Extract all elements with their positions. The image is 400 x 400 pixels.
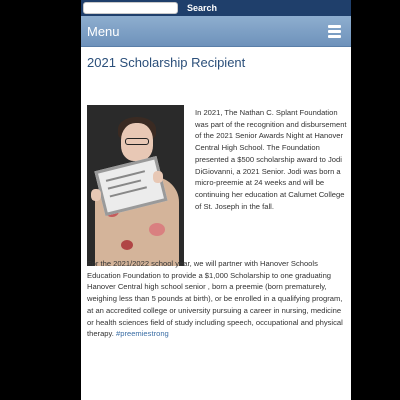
search-input[interactable] bbox=[83, 2, 178, 14]
preemiestrong-hashtag-link[interactable]: #preemiestrong bbox=[116, 329, 169, 339]
mobile-page bbox=[81, 0, 351, 400]
partnership-text: For the 2021/2022 school year, we will partner with Hanover Schools Education Foundation to provide a $1,000 Scholarship to one graduating Hanover Central high school senior , born a preemie (born prematurely, weighing less than 5 pounds at birth), or be enrolled in a qualifying program, at an accredited college or university pursuing a career in nursing, medicine or health sciences field of study including speech, occupational and physical therapy. bbox=[87, 259, 343, 339]
scholarship-description: In 2021, The Nathan C. Splant Foundation was part of the recognition and disbursement of the 2021 Senior Awards Night at Hanover Central High School. The Foundation presented a $500 scholarship award to Jodi DiGiovanni, a 2021 Senior. Jodi was born a micro-preemie at 24 weeks and will be continuing her education at Calumet College of St. Joseph in the fall. bbox=[195, 108, 347, 211]
menu-bar[interactable] bbox=[81, 16, 351, 47]
search-button[interactable]: Search bbox=[183, 2, 221, 14]
menu-label[interactable]: Menu bbox=[87, 24, 120, 39]
hamburger-icon[interactable] bbox=[328, 25, 341, 37]
top-search-bar bbox=[81, 0, 351, 16]
partnership-paragraph bbox=[87, 258, 347, 340]
page-title: 2021 Scholarship Recipient bbox=[87, 55, 246, 70]
recipient-photo bbox=[87, 105, 184, 266]
